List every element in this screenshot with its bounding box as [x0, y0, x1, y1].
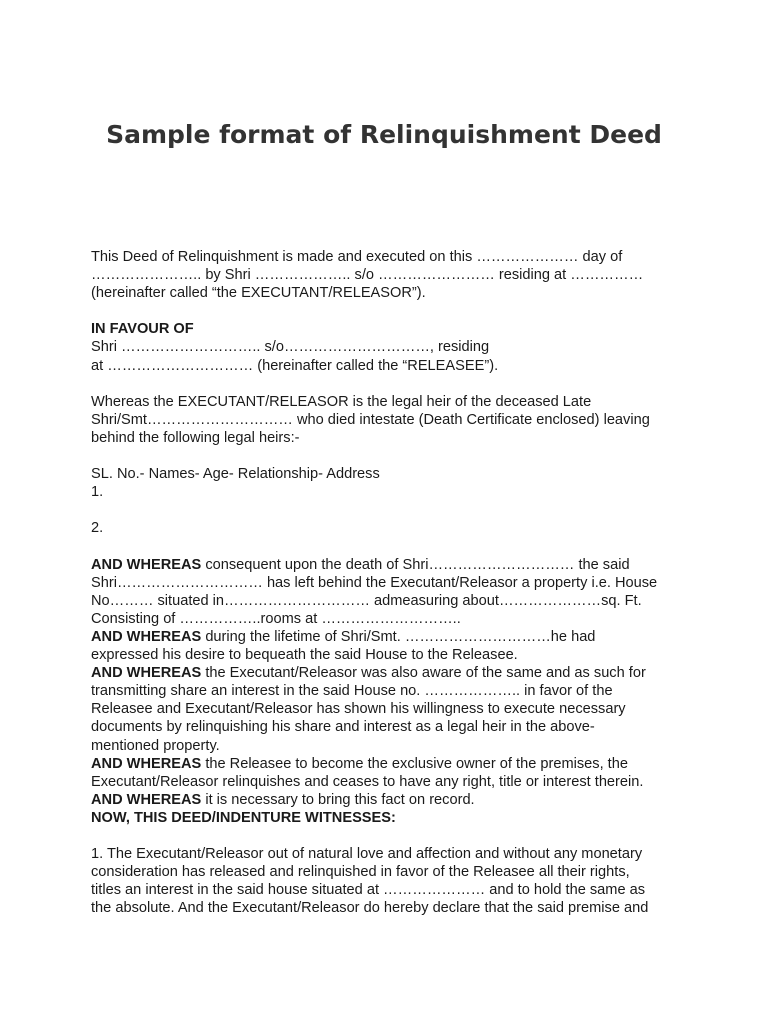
and-whereas-label: AND WHEREAS [91, 628, 202, 645]
whereas-clause-2 [91, 628, 681, 664]
intro-paragraph: This Deed of Relinquishment is made and executed on this ………………… day of ………………….. by Shri ……………….. s/o …………………… residing at …………… (hereinafter called “the EXECUTANT/RELEASOR”). [91, 249, 644, 302]
whereas-clause-3-text: the Executant/Releasor was also aware of the same and as such for transmitting share an interest in the said House no. ……………….. in favor of the Releasee and Executant/Releasor has shown his willingness to execute necessary documents by relinquishing his share and interest as a legal heir in the above- mentioned property. [91, 665, 646, 754]
in-favour-heading: IN FAVOUR OF [91, 321, 194, 338]
heirs-row-1: 1. [91, 484, 104, 501]
heirs-table-header: SL. No.- Names- Age- Relationship- Address [91, 466, 380, 483]
and-whereas-label: AND WHEREAS [91, 791, 202, 808]
and-whereas-label: AND WHEREAS [91, 755, 202, 772]
whereas-clause-5 [91, 791, 681, 809]
whereas-clause-2-text: during the lifetime of Shri/Smt. …………………………he had expressed his desire to bequeath the said House to the Releasee. [91, 628, 596, 664]
spacer [91, 302, 681, 320]
whereas-clause-1-text: consequent upon the death of Shri………………………… the said Shri………………………… has left behind the Executant/Releasor a property i.e. House No……… situated in………………………… admeasuring about…………………sq. Ft. Consisting of ……………..rooms at ……………………….. [91, 556, 658, 627]
whereas-clause-5-text: it is necessary to bring this fact on record. [201, 791, 475, 808]
whereas-clause-4-text: the Releasee to become the exclusive owner of the premises, the Executant/Releasor relinquishes and ceases to have any right, title or interest therein. [91, 755, 644, 790]
spacer [91, 447, 681, 465]
whereas-clause-4 [91, 755, 681, 791]
heirs-row-2: 2. [91, 520, 104, 537]
witnesses-heading: NOW, THIS DEED/INDENTURE WITNESSES: [91, 809, 396, 826]
spacer [91, 501, 681, 519]
whereas-clause-3 [91, 664, 681, 754]
spacer [91, 827, 681, 845]
spacer [91, 375, 681, 393]
releasee-paragraph: Shri ……………………….. s/o…………………………, residing at ………………………… (hereinafter called the “RELEASEE”). [91, 339, 499, 374]
whereas-heirs-paragraph: Whereas the EXECUTANT/RELEASOR is the legal heir of the deceased Late Shri/Smt………………………… who died intestate (Death Certificate enclosed) leaving behind the following legal heirs:- [91, 393, 650, 446]
and-whereas-label: AND WHEREAS [91, 556, 202, 573]
clause-1-paragraph: 1. The Executant/Releasor out of natural love and affection and without any monetary consideration has released and relinquished in favor of the Releasee all their rights, titles an interest in the said house situated at ………………… and to hold the same as the absolute. And the Executant/Releasor do hereby declare that the said premise and [91, 846, 649, 917]
whereas-clause-1 [91, 556, 681, 628]
and-whereas-label: AND WHEREAS [91, 665, 202, 682]
spacer [91, 538, 681, 556]
document-title: Sample format of Relinquishment Deed [106, 120, 662, 149]
document-body [91, 248, 681, 917]
